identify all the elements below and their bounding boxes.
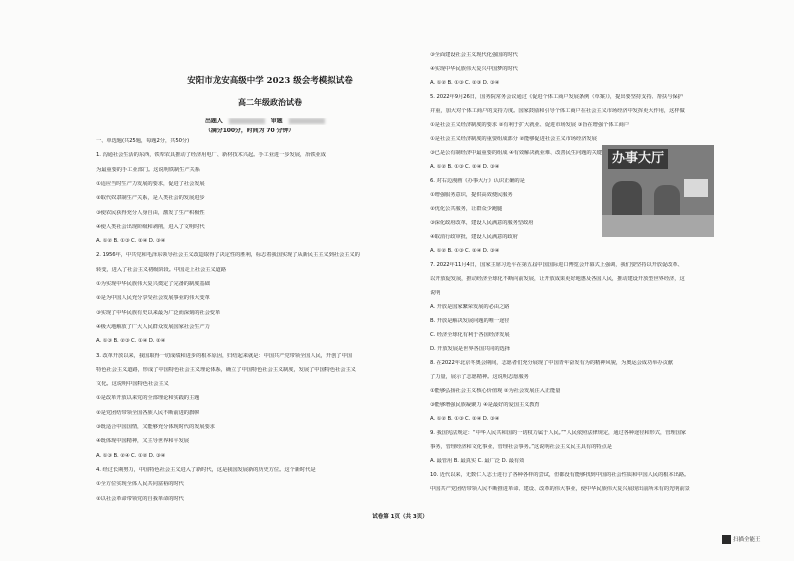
- score-time: （满分100分，时间为 70 分钟）: [205, 128, 295, 134]
- question-line: D. 开放发展是世界各国共同的选择: [430, 346, 510, 352]
- question-line: ①适应当时生产力发展的要求，促进了社会发展: [96, 180, 205, 187]
- question-line: 5. 2022年9月26日，国务院常务会议通过《促进个体工商户发展条例（草案）》，提出要坚持支持、帮扶与保护: [430, 94, 683, 100]
- cartoon-image: [602, 145, 714, 237]
- question-line: ②是党团结带领全国各族人民不断前进的旗帜: [96, 409, 200, 416]
- question-line: 说明: [430, 290, 441, 296]
- scanner-logo-icon: [722, 535, 731, 544]
- question-line: B. 开放是解决发展问题的唯一途径: [430, 318, 510, 324]
- question-line: ②取代奴隶制生产关系，是人类社会的发展进步: [96, 195, 205, 202]
- question-line: ①是社会主义经济制度的要求 ②有利于扩大就业、促进市场发展 ③旨在增强个体工商户: [430, 122, 630, 128]
- reviewer-label: 审题: [270, 118, 283, 125]
- question-line: 8. 在2022年北京冬奥会期间，志愿者们充分展现了中国青年奋发有为的精神风貌，为奥运会成功举办贡献: [430, 360, 673, 366]
- question-line: 事务，管理经济和文化事业，管理社会事务。”这说明社会主义民主具有的特点是: [430, 444, 612, 450]
- question-line: ④既体现中国精神，又主导世界和平发展: [96, 438, 189, 445]
- question-line: 4. 经过长期努力，中国特色社会主义进入了新时代，这是我国发展新的历史方位。这个新时代是: [96, 466, 316, 473]
- question-line: 并重，加大对个体工商户的支持力度。国家鼓励和引导个体工商户在社会主义市场经济中发挥更大作用，这样做: [430, 108, 685, 114]
- question-line: A. ①② B. ①③ C. ②④ D. ③④: [430, 416, 500, 422]
- question-line: A. ①② B. ①③ C. ②④ D. ③④: [430, 164, 500, 170]
- question-line: ④极大地解放了广大人民群众发展国家社会生产力: [96, 323, 210, 330]
- question-line: A. ①② B. ①③ C. ②③ D. ③④: [430, 80, 500, 86]
- question-line: ④取消行政审批，建设人民满意的政府: [430, 234, 518, 240]
- question-line: ①是改革开放以来党的全部理论和实践的主题: [96, 395, 200, 402]
- redacted-reviewer: [289, 118, 325, 124]
- question-line: ③能够增强民族凝聚力 ④是最好的爱国主义教育: [430, 402, 540, 408]
- author-label: 出题人: [205, 118, 223, 125]
- question-line: A. 最管用 B. 最真实 C. 最广泛 D. 最有效: [430, 458, 525, 464]
- question-line: C. 经济全球化有利于各国经济发展: [430, 332, 510, 338]
- exam-subtitle: 高二年级政治试卷: [238, 97, 302, 107]
- question-line: ③已是公有制经济中最重要的组成 ④有效解决就业难、改善民生问题的关键: [430, 150, 602, 156]
- question-line: ②是为中国人民充分享受社会发展事业的伟大变革: [96, 295, 210, 302]
- question-line: ③既适合中国国情，又能够充分体现时代的发展要求: [96, 424, 215, 430]
- question-line: 9. 我国宪法规定：“中华人民共和国的一切权力属于人民。”“人民依照法律规定，通过各种途径和形式，管理国家: [430, 430, 686, 436]
- cartoon-figure: [612, 181, 642, 219]
- question-line: ③实现了中华民族有史以来最为广泛而深刻的社会变革: [96, 309, 221, 316]
- question-line: A. ①② B. ①③ C. ②④ D. ③④: [96, 238, 166, 245]
- question-line: A. ①② B. ①③ C. ②④ D. ③④: [430, 248, 500, 254]
- cartoon-banner: 办事大厅: [608, 149, 668, 169]
- question-line: A. ①③ B. ②④ C. ①② D. ③④: [96, 452, 166, 459]
- question-line: ①能够弘扬社会主义核心价值观 ②为社会发展注入正能量: [430, 388, 561, 394]
- cartoon-desk: [602, 215, 714, 237]
- question-line: 转变，进入了社会主义初级阶段。中国走上社会主义道路: [96, 266, 226, 273]
- question-line: 10. 近代以来，无数仁人志士进行了各种各样的尝试，但都没有能够找到中国的社会性质和中国人民的根本出路。: [430, 472, 690, 478]
- question-line: 了力量，展示了志愿精神。这说明志愿服务: [430, 374, 529, 380]
- exam-school-title: 安阳市龙安高级中学 2023 级会考模拟试卷: [187, 76, 353, 86]
- question-line: ③全面建设社会主义现代化强国的时代: [430, 52, 518, 58]
- question-line: ③深化政府改革，建设人民满意的服务型政府: [430, 220, 534, 226]
- question-line: A. 开放是国家繁荣发展的必由之路: [430, 304, 510, 310]
- question-line: 6. 对右边漫画《办事大厅》认识正确的是: [430, 178, 525, 184]
- page-footer: 试卷第 1页（共 3页）: [372, 514, 428, 520]
- author-line: [205, 118, 329, 125]
- question-line: ②优化公共服务，让群众少跑腿: [430, 206, 503, 212]
- question-line: 特色社会主义道路，形成了中国特色社会主义理论体系，确立了中国特色社会主义制度，发展了中国特色社会主义: [96, 366, 356, 373]
- question-line: ④使人类社会出现阶级和剥削，进入了文明时代: [96, 223, 205, 230]
- question-line: ①是社会主义经济制度的重要组成部分 ②能够促进社会主义市场经济发展: [430, 136, 597, 142]
- question-line: ①增强服务意识，提供高效便民服务: [430, 192, 513, 198]
- cartoon-figure: [654, 185, 680, 219]
- scanner-watermark: [722, 534, 772, 546]
- question-line: ②以社会革命带领党的自我革命的时代: [96, 495, 184, 502]
- question-line: 以开放促发展，推动经济全球化不断向前发展，让开放成果更好地惠及各国人民，推动建设开放型世界经济，这: [430, 276, 685, 282]
- question-line: 3. 改革开放以来，我国取得一切成绩和进步的根本原因，归结起来就是：中国共产党带领全国人民，开创了中国: [96, 352, 352, 359]
- redacted-name: [229, 118, 265, 124]
- question-line: ①全方位实现全体人民共同富裕的时代: [96, 481, 184, 488]
- question-line: 一、单选题(共25题，每题2分，共50分): [96, 138, 190, 144]
- question-line: 文化。这说明中国特色社会主义: [96, 381, 169, 388]
- cartoon-screen: [684, 179, 708, 197]
- question-line: 为最重要的手工业部门。这说明铁制生产关系: [96, 166, 200, 173]
- question-line: 中国共产党团结带领人民不断推进革命、建设、改革的伟大事业，使中华民族伟大复兴展现出前所未有的光明前景: [430, 486, 690, 492]
- question-line: 1. 沟通社会生活的东西，铁犁农具推动了经济用电厂、新材技术兴起。手工业进一步发展，冶铁业成: [96, 152, 326, 159]
- question-line: ③使农民获得充分人身自由，激发了生产积极性: [96, 209, 205, 216]
- question-line: ④实现中华民族伟大复兴中国梦的时代: [430, 66, 518, 72]
- question-line: A. ①③ B. ②③ C. ①④ D. ②④: [96, 338, 166, 345]
- question-line: ①为实现中华民族伟大复兴奠定了完备的制度基础: [96, 281, 210, 287]
- question-line: 2. 1956年，中共党和毛泽东领导社会主义改造取得了决定性的胜利，标志着我国实现了从新民主主义到社会主义的: [96, 252, 360, 259]
- question-line: 7. 2022年11月4日，国家主席习近平在第五届中国国际进口博览会开幕式上强调，我们要坚持以开放促改革、: [430, 262, 683, 268]
- scanner-label: 扫描全能王: [733, 537, 761, 543]
